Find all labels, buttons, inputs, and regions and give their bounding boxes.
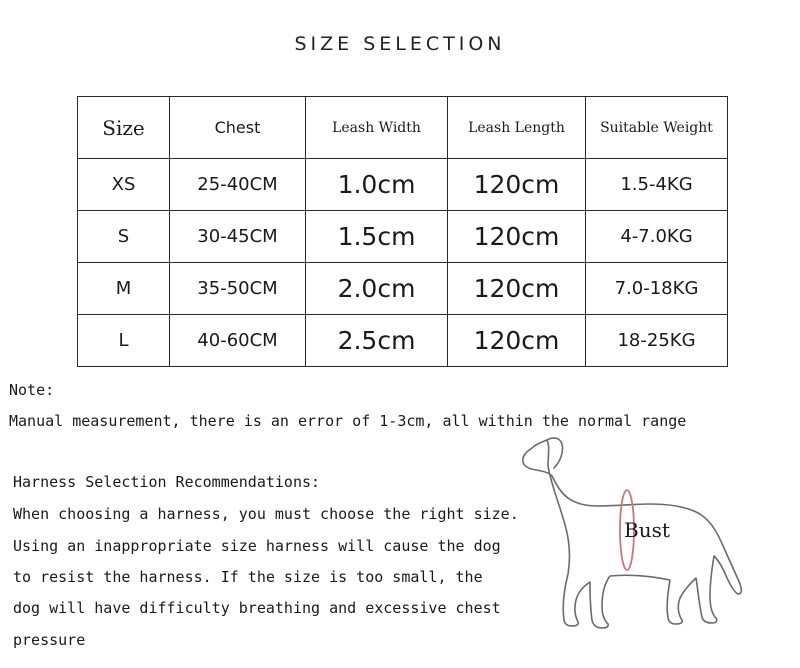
dog-outline-illustration xyxy=(520,434,750,654)
table-row xyxy=(78,159,728,211)
cell-size: XS xyxy=(78,159,170,211)
cell-weight: 4-7.0KG xyxy=(586,211,728,263)
note-text: Manual measurement, there is an error of 1-3cm, all within the normal range xyxy=(9,412,687,430)
cell-leash-width: 2.0cm xyxy=(306,263,448,315)
table-row xyxy=(78,315,728,367)
header-leash-length: Leash Length xyxy=(448,97,586,159)
cell-leash-length: 120cm xyxy=(448,263,586,315)
cell-chest: 40-60CM xyxy=(170,315,306,367)
recommendations-heading: Harness Selection Recommendations: xyxy=(13,473,321,491)
recommendation-line: dog will have difficulty breathing and excessive chest xyxy=(13,599,501,617)
cell-size: M xyxy=(78,263,170,315)
note-label: Note: xyxy=(9,381,55,399)
cell-size: L xyxy=(78,315,170,367)
header-size: Size xyxy=(78,97,170,159)
cell-leash-length: 120cm xyxy=(448,315,586,367)
cell-weight: 7.0-18KG xyxy=(586,263,728,315)
recommendation-line: When choosing a harness, you must choose the right size. xyxy=(13,505,519,523)
header-suitable-weight: Suitable Weight xyxy=(586,97,728,159)
cell-leash-length: 120cm xyxy=(448,211,586,263)
table-row xyxy=(78,211,728,263)
recommendation-line: pressure xyxy=(13,631,86,649)
table-row xyxy=(78,263,728,315)
cell-leash-length: 120cm xyxy=(448,159,586,211)
cell-leash-width: 1.0cm xyxy=(306,159,448,211)
cell-weight: 1.5-4KG xyxy=(586,159,728,211)
dog-ear xyxy=(547,438,563,468)
header-chest: Chest xyxy=(170,97,306,159)
cell-leash-width: 2.5cm xyxy=(306,315,448,367)
cell-size: S xyxy=(78,211,170,263)
bust-label: Bust xyxy=(624,518,670,542)
cell-chest: 25-40CM xyxy=(170,159,306,211)
header-leash-width: Leash Width xyxy=(306,97,448,159)
cell-weight: 18-25KG xyxy=(586,315,728,367)
recommendation-line: Using an inappropriate size harness will cause the dog xyxy=(13,537,501,555)
size-chart-table xyxy=(77,96,728,367)
cell-leash-width: 1.5cm xyxy=(306,211,448,263)
page-title: SIZE SELECTION xyxy=(294,33,506,55)
cell-chest: 30-45CM xyxy=(170,211,306,263)
recommendation-line: to resist the harness. If the size is too small, the xyxy=(13,568,483,586)
table-header-row xyxy=(78,97,728,159)
cell-chest: 35-50CM xyxy=(170,263,306,315)
